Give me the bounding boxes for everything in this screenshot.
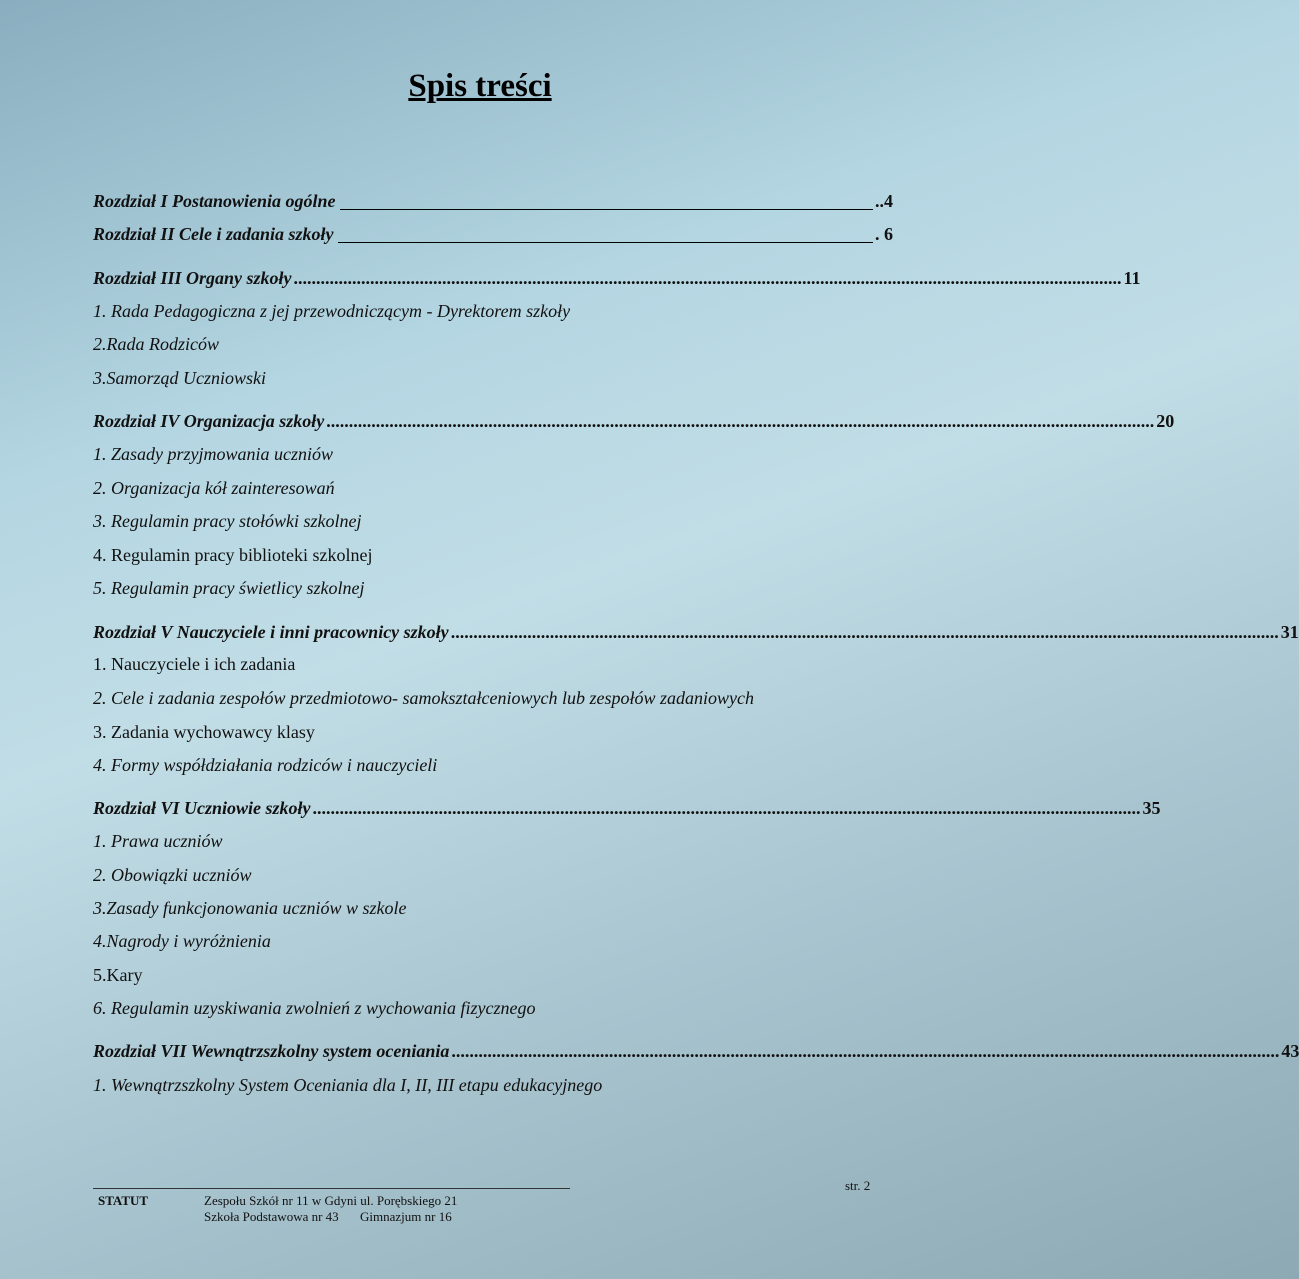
toc-item[interactable]: 1. Prawa uczniów [93,831,223,851]
toc-item[interactable]: 6. Regulamin uzyskiwania zwolnień z wychowania fizycznego [93,998,536,1018]
dot-leader: ........................................................................................................................................................................................ [326,411,1155,431]
toc-item[interactable]: 1. Zasady przyjmowania uczniów [93,444,334,464]
toc-item[interactable]: 4.Nagrody i wyróżnienia [93,931,271,951]
chapter-page: 31 [1280,622,1299,642]
toc-item[interactable]: 2. Obowiązki uczniów [93,865,252,885]
toc-chapter-7[interactable] [93,1036,1299,1066]
chapter-label: Rozdział III Organy szkoły [93,268,292,288]
toc-chapter-3[interactable] [93,263,1141,293]
footer-school: Zespołu Szkół nr 11 w Gdyni ul. Porębskiego 21 [204,1193,458,1208]
dot-leader: ........................................................................................................................................................................................ [450,622,1279,642]
chapter-label: Rozdział V Nauczyciele i inni pracownicy szkoły [93,622,449,642]
chapter-page: . 6 [875,224,893,244]
toc-item[interactable]: 3.Samorząd Uczniowski [93,368,267,388]
chapter-label: Rozdział IV Organizacja szkoły [93,411,325,431]
dot-leader: ........................................................................................................................................................................................ [312,798,1141,818]
footer-page-number: str. 2 [845,1178,871,1193]
chapter-page: 11 [1123,268,1141,288]
toc-item[interactable]: 4. Formy współdziałania rodziców i nauczycieli [93,755,438,775]
chapter-page: 20 [1156,411,1175,431]
footer-school-2: Szkoła Podstawowa nr 43 [204,1209,339,1224]
dot-leader: ........................................................................................................................................................................................ [293,268,1122,288]
chapter-label: Rozdział VI Uczniowie szkoły [93,798,311,818]
toc-item[interactable]: 4. Regulamin pracy biblioteki szkolnej [93,545,373,565]
page-title: Spis treści [408,68,552,104]
chapter-page: ..4 [875,191,893,211]
toc-item[interactable]: 1. Rada Pedagogiczna z jej przewodniczącym - Dyrektorem szkoły [93,301,571,321]
chapter-label: Rozdział I Postanowienia ogólne [93,191,336,211]
toc-chapter-5[interactable] [93,617,1299,647]
toc-item[interactable]: 2. Organizacja kół zainteresowań [93,478,335,498]
footer-divider [93,1188,570,1189]
toc-item[interactable]: 3. Zadania wychowawcy klasy [93,722,315,742]
toc-item[interactable]: 3. Regulamin pracy stołówki szkolnej [93,511,362,531]
toc-item[interactable]: 3.Zasady funkcjonowania uczniów w szkole [93,898,407,918]
toc-chapter-6[interactable] [93,793,1161,823]
footer-statut: STATUT [98,1193,149,1208]
toc-item[interactable]: 5. Regulamin pracy świetlicy szkolnej [93,578,365,598]
chapter-page: 43 [1281,1041,1299,1061]
toc-item[interactable]: 5.Kary [93,965,143,985]
toc-chapter-2[interactable] [93,219,893,249]
toc-item[interactable]: 1. Nauczyciele i ich zadania [93,654,296,674]
toc-item[interactable]: 2.Rada Rodziców [93,334,219,354]
chapter-page: 35 [1142,798,1161,818]
chapter-label: Rozdział VII Wewnątrzszkolny system oceniania [93,1041,450,1061]
chapter-label: Rozdział II Cele i zadania szkoły [93,224,334,244]
toc-item[interactable]: 1. Wewnątrzszkolny System Oceniania dla I, II, III etapu edukacyjnego [93,1075,603,1095]
toc-item[interactable]: 2. Cele i zadania zespołów przedmiotowo- samokształceniowych lub zespołów zadaniowych [93,688,754,708]
dot-leader [340,208,873,210]
toc-chapter-4[interactable] [93,406,1175,436]
dot-leader [338,241,873,243]
footer-school-3: Gimnazjum nr 16 [360,1209,452,1224]
toc-chapter-1[interactable] [93,186,893,216]
dot-leader: ........................................................................................................................................................................................ [451,1041,1280,1061]
